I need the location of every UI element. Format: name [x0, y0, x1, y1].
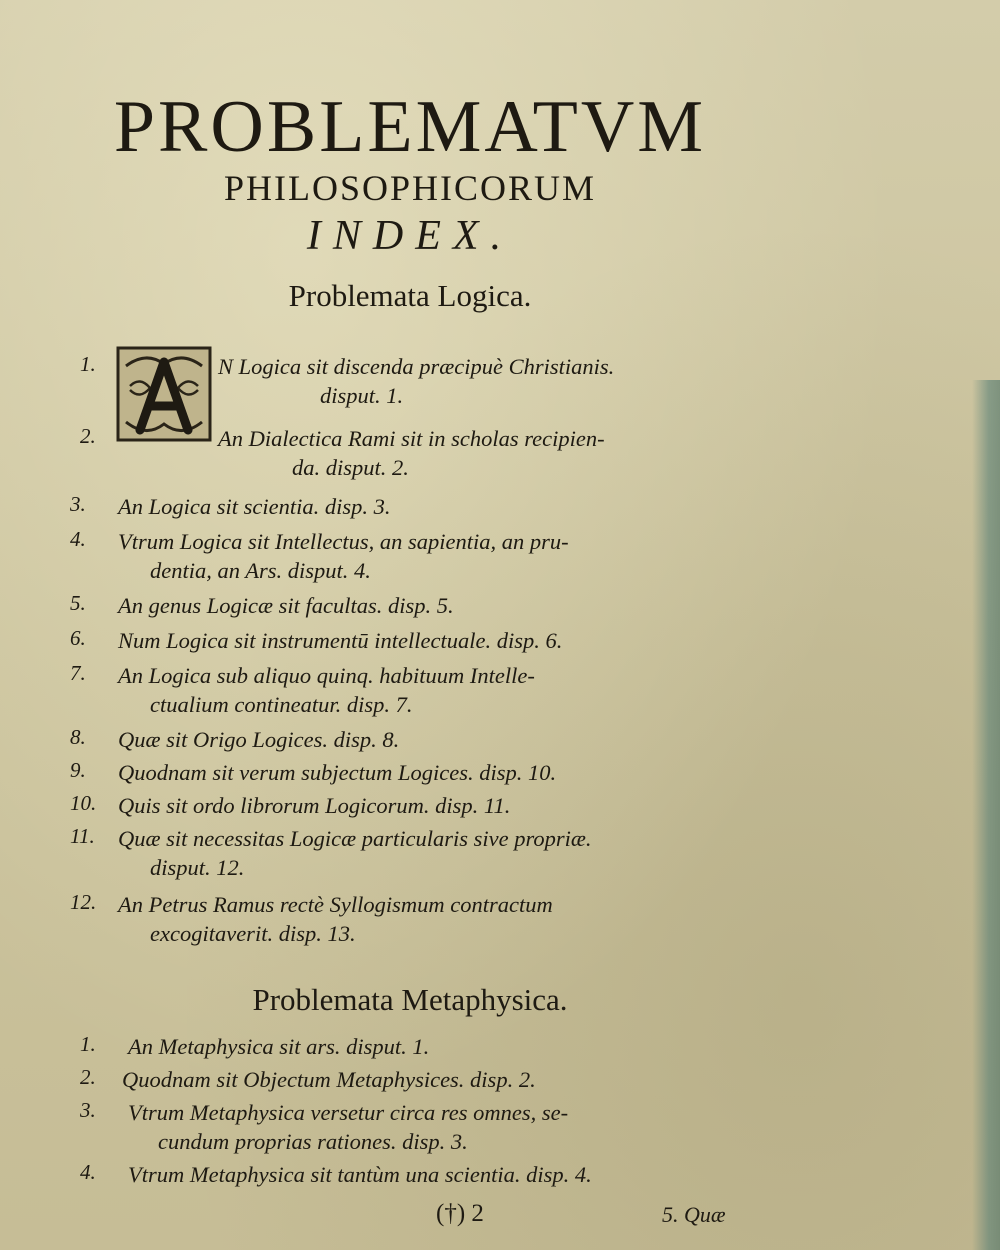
item-text: An genus Logicæ sit facultas. disp. 5. [118, 593, 454, 618]
item-number: 9. [70, 758, 86, 782]
item-text-continued: disput. 12. [150, 855, 245, 880]
item-text: Vtrum Metaphysica sit tantùm una scientia. disp. 4. [128, 1162, 592, 1187]
item-text: Quæ sit necessitas Logicæ particularis sive propriæ. [118, 826, 592, 851]
item-text: Num Logica sit instrumentū intellectuale. disp. 6. [118, 628, 563, 653]
item-text: Vtrum Logica sit Intellectus, an sapientia, an pru- [118, 529, 569, 554]
item-number: 5. [70, 591, 86, 615]
item-number: 2. [80, 424, 96, 448]
title-index: INDEX. [306, 213, 514, 259]
metaphysica-list [70, 1032, 760, 1189]
item-text: An Logica sit scientia. disp. 3. [118, 494, 391, 519]
item-number: 6. [70, 626, 86, 650]
item-text-continued: da. disput. 2. [292, 455, 409, 480]
list-item [70, 626, 760, 655]
item-text-continued: ctualium contineatur. disp. 7. [150, 692, 413, 717]
item-text-continued: disput. 1. [320, 383, 404, 408]
item-number: 7. [70, 661, 86, 685]
page-edge-stain [972, 380, 1000, 1250]
item-text-continued: excogitaverit. disp. 13. [150, 921, 356, 946]
item-number: 10. [70, 791, 97, 815]
item-number: 8. [70, 725, 86, 749]
title-block [0, 86, 820, 264]
list-item [70, 1160, 760, 1189]
item-number: 2. [80, 1065, 96, 1089]
section-heading-logica: Problemata Logica. [288, 278, 532, 313]
item-number: 4. [70, 527, 86, 551]
item-text: An Logica sub aliquo quinq. habituum Intelle- [118, 663, 535, 688]
list-item [70, 661, 760, 719]
item-text-continued: cundum proprias rationes. disp. 3. [158, 1129, 468, 1154]
item-text: Quodnam sit verum subjectum Logices. disp. 10. [118, 760, 557, 785]
item-text: N Logica sit discenda præcipuè Christianis. [218, 354, 615, 379]
item-text: Quis sit ordo librorum Logicorum. disp. 11. [118, 793, 511, 818]
item-number: 4. [80, 1160, 96, 1184]
list-item [70, 1098, 760, 1156]
list-item [70, 492, 760, 521]
list-item [70, 1065, 760, 1094]
list-item [70, 591, 760, 620]
list-item [70, 725, 760, 754]
item-text: Quæ sit Origo Logices. disp. 8. [118, 727, 400, 752]
item-number: 3. [70, 492, 86, 516]
item-text: An Petrus Ramus rectè Syllogismum contractum [118, 892, 553, 917]
title-main: PROBLEMATVM [113, 86, 707, 168]
list-item [70, 1032, 760, 1061]
list-item [70, 824, 760, 882]
item-number: 1. [80, 1032, 96, 1056]
item-number: 11. [70, 824, 95, 848]
item-text-continued: dentia, an Ars. disput. 4. [150, 558, 371, 583]
list-item [70, 527, 760, 585]
title-sub: PHILOSOPHICORUM [223, 168, 597, 208]
item-text: An Dialectica Rami sit in scholas recipien- [218, 426, 605, 451]
section-heading-metaphysica: Problemata Metaphysica. [252, 982, 568, 1017]
item-number: 12. [70, 890, 97, 914]
list-item [70, 424, 760, 482]
item-number: 3. [80, 1098, 96, 1122]
list-item [70, 758, 760, 787]
list-item [70, 352, 760, 410]
list-item [70, 890, 760, 948]
item-text: Vtrum Metaphysica versetur circa res omnes, se- [128, 1100, 569, 1125]
item-text: An Metaphysica sit ars. disput. 1. [128, 1034, 430, 1059]
item-number: 1. [80, 352, 96, 376]
item-text: Quodnam sit Objectum Metaphysices. disp. 2. [122, 1067, 536, 1092]
list-item [70, 791, 760, 820]
signature-mark: (†) 2 [436, 1200, 484, 1227]
logica-list [70, 352, 760, 948]
catchword: 5. Quæ [662, 1202, 726, 1227]
